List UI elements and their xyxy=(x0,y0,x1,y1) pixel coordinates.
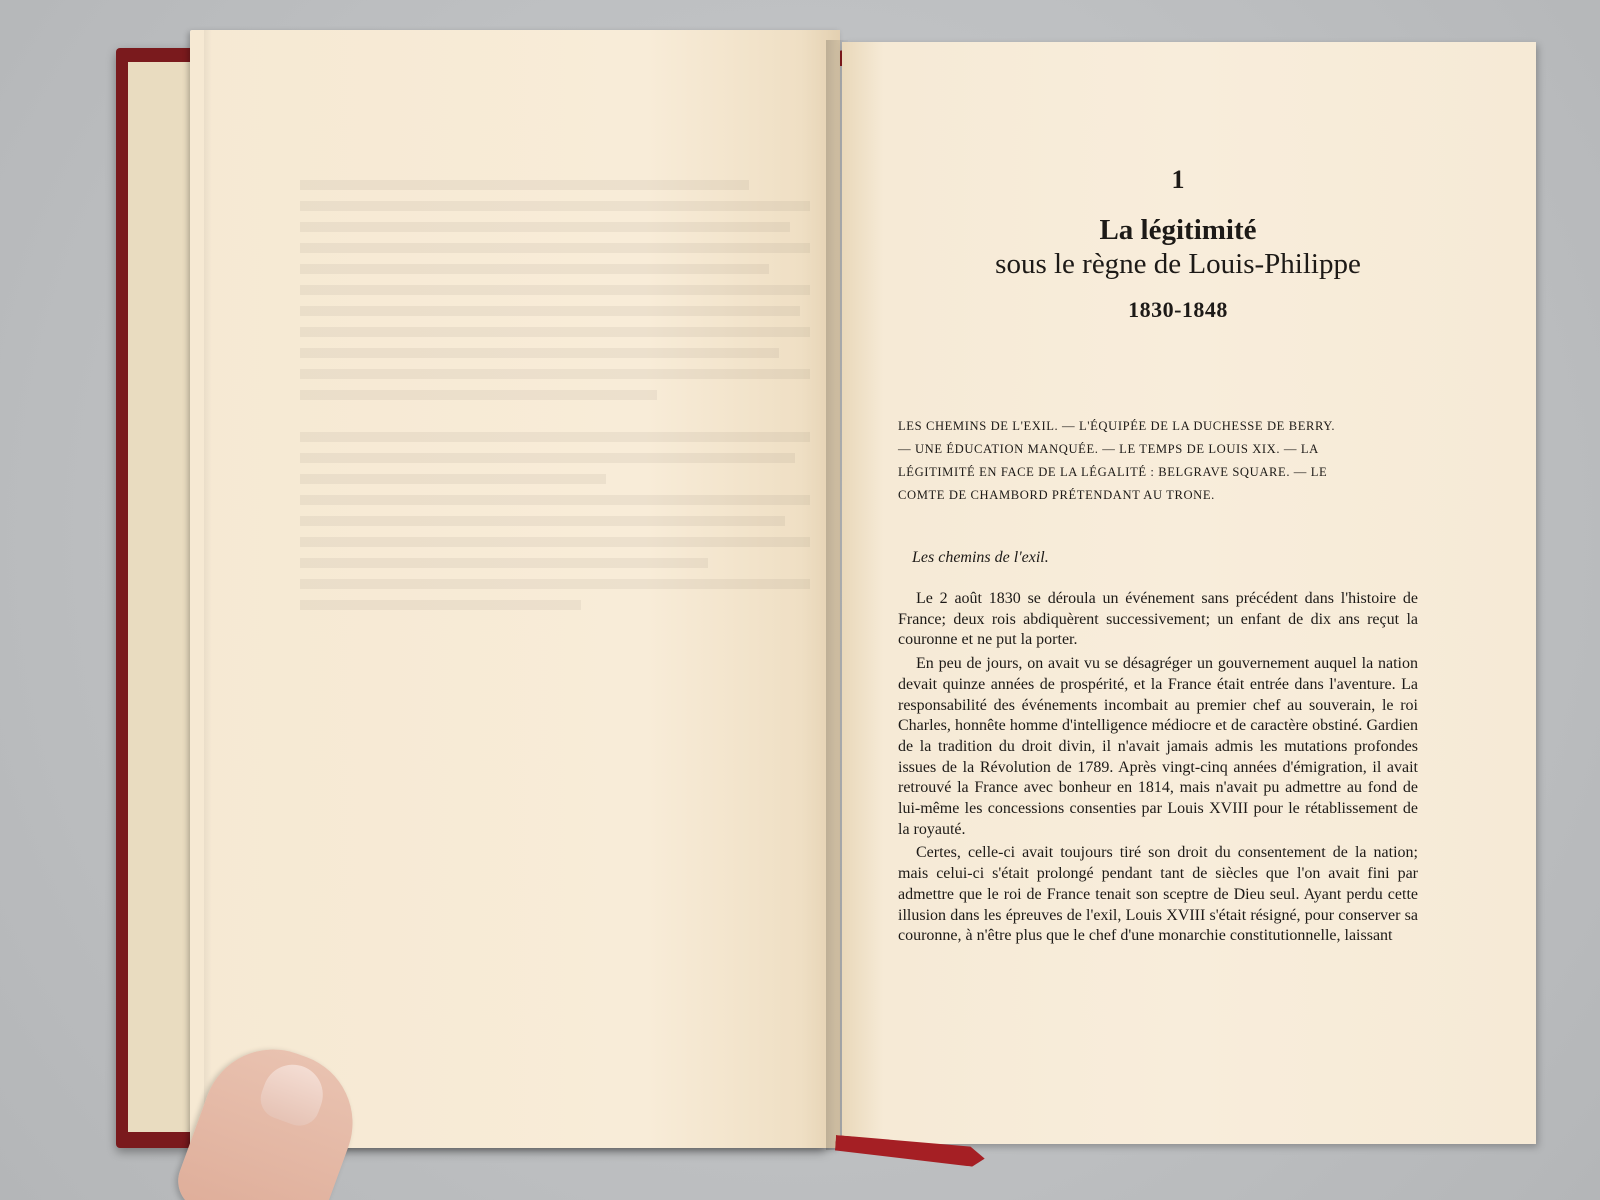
chapter-summary xyxy=(898,415,1418,507)
chapter-number: 1 xyxy=(1171,165,1185,194)
left-page[interactable] xyxy=(190,30,840,1148)
paragraph: Le 2 août 1830 se déroula un événement sans précédent dans l'histoire de France; deux rois abdiquèrent successivement; un enfant de dix ans reçut la couronne et ne put la porter. xyxy=(898,590,1418,649)
body-text xyxy=(898,589,1418,947)
chapter-title-line-2: sous le règne de Louis-Philippe xyxy=(995,248,1361,280)
paragraph: En peu de jours, on avait vu se désagréger un gouvernement auquel la nation devait quinze années de prospérité, et la France était entrée dans l'aventure. La responsabilité des événements incombait au premier chef au souverain, le roi Charles, honnête homme d'intelligence médiocre et de caractère obstiné. Gardien de la tradition du droit divin, il n'avait jamais admis les mutations profondes issues de la Révolution de 1789. Après vingt-cinq années d'émigration, il avait retrouvé la France avec bonheur en 1814, mais n'avait pu admettre au fond de lui-même les concessions consenties par Louis XVIII pour le rétablissement de la royauté. xyxy=(898,655,1418,838)
paragraph: Certes, celle-ci avait toujours tiré son droit du consentement de la nation; mais celui-ci s'était prolongé pendant tant de siècles que l'on avait fini par admettre que le roi de France tenait son sceptre de Dieu seul. Ayant perdu cette illusion dans les épreuves de l'exil, Louis XVIII s'était résigné, pour conserver sa couronne, à n'être plus que le chef d'une monarchie constitutionnelle, laissant xyxy=(898,844,1418,945)
show-through-text xyxy=(300,180,810,621)
summary-line: — UNE ÉDUCATION MANQUÉE. — LE TEMPS DE LOUIS XIX. — LA xyxy=(898,442,1319,456)
section-heading: Les chemins de l'exil. xyxy=(912,549,1049,566)
thumbnail xyxy=(255,1056,331,1131)
chapter-years: 1830-1848 xyxy=(1128,297,1228,322)
chapter-opening xyxy=(898,165,1418,950)
summary-line: LÉGITIMITÉ EN FACE DE LA LÉGALITÉ : BELGRAVE SQUARE. — LE xyxy=(898,465,1328,479)
summary-line: COMTE DE CHAMBORD PRÉTENDANT AU TRONE. xyxy=(898,488,1215,502)
summary-line: LES CHEMINS DE L'EXIL. — L'ÉQUIPÉE DE LA DUCHESSE DE BERRY. xyxy=(898,419,1336,433)
chapter-title-line-1: La légitimité xyxy=(1099,214,1257,246)
